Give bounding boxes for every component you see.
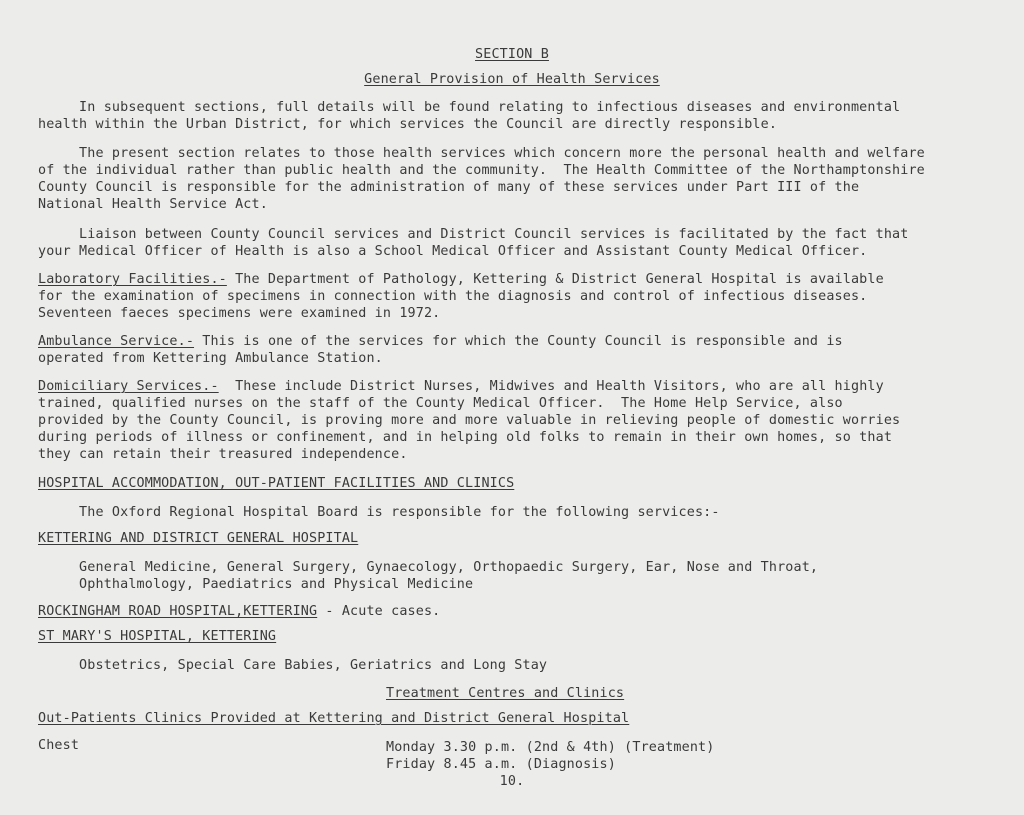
laboratory-title: Laboratory Facilities.- <box>38 272 227 287</box>
chest-label: Chest <box>38 738 80 753</box>
paragraph-line: Obstetrics, Special Care Babies, Geriatrics and Long Stay <box>38 658 548 673</box>
paragraph-line: during periods of illness or confinement, and in helping old folks to remain in their own homes, so that <box>38 430 893 445</box>
domiciliary-title: Domiciliary Services.- <box>38 379 219 394</box>
kettering-hospital-title: KETTERING AND DISTRICT GENERAL HOSPITAL <box>38 531 359 546</box>
rockingham-title: ROCKINGHAM ROAD HOSPITAL,KETTERING <box>38 604 318 619</box>
hospital-heading: HOSPITAL ACCOMMODATION, OUT-PATIENT FACILITIES AND CLINICS <box>38 476 515 491</box>
paragraph-line: operated from Kettering Ambulance Station. <box>38 351 383 366</box>
st-marys-title: ST MARY'S HOSPITAL, KETTERING <box>38 629 277 644</box>
paragraph-line: they can retain their treasured independence. <box>38 447 408 462</box>
paragraph-line: County Council is responsible for the administration of many of these services under Part III of the <box>38 180 860 195</box>
paragraph-line: Liaison between County Council services and District Council services is facilitated by the fact that <box>38 227 909 242</box>
paragraph-line: The present section relates to those health services which concern more the personal health and welfare <box>38 146 925 161</box>
paragraph-line: health within the Urban District, for which services the Council are directly responsible. <box>38 117 778 132</box>
treatment-heading: Treatment Centres and Clinics <box>386 686 625 701</box>
paragraph-line: Ophthalmology, Paediatrics and Physical Medicine <box>38 577 474 592</box>
paragraph-line: General Medicine, General Surgery, Gynaecology, Orthopaedic Surgery, Ear, Nose and Throat, <box>38 560 819 575</box>
outpatients-heading: Out-Patients Clinics Provided at Kettering and District General Hospital <box>38 711 630 726</box>
paragraph-line: National Health Service Act. <box>38 197 268 212</box>
chest-schedule-line: Monday 3.30 p.m. (2nd & 4th) (Treatment) <box>386 740 715 755</box>
chest-schedule-line: Friday 8.45 a.m. (Diagnosis) <box>386 757 616 772</box>
paragraph-line: In subsequent sections, full details will be found relating to infectious diseases and environmental <box>38 100 901 115</box>
rockingham-line: ROCKINGHAM ROAD HOSPITAL,KETTERING - Acute cases. <box>38 604 441 619</box>
section-subheading: General Provision of Health Services <box>364 72 660 87</box>
paragraph-line: provided by the County Council, is proving more and more valuable in relieving people of domestic worries <box>38 413 901 428</box>
hospital-intro: The Oxford Regional Hospital Board is responsible for the following services:- <box>38 505 720 520</box>
ambulance-title: Ambulance Service.- <box>38 334 195 349</box>
laboratory-paragraph: Laboratory Facilities.- The Department of Pathology, Kettering & District General Hospital is available <box>38 272 884 287</box>
paragraph-line: Seventeen faeces specimens were examined in 1972. <box>38 306 441 321</box>
page-number: 10. <box>499 774 525 789</box>
section-heading: SECTION B <box>475 47 549 62</box>
paragraph-line: for the examination of specimens in connection with the diagnosis and control of infectious diseases. <box>38 289 868 304</box>
domiciliary-paragraph: Domiciliary Services.- These include District Nurses, Midwives and Health Visitors, who are all highly <box>38 379 884 394</box>
ambulance-paragraph: Ambulance Service.- This is one of the services for which the County Council is responsible and is <box>38 334 843 349</box>
paragraph-line: your Medical Officer of Health is also a School Medical Officer and Assistant County Medical Officer. <box>38 244 868 259</box>
paragraph-line: of the individual rather than public health and the community. The Health Committee of the Northamptonshire <box>38 163 925 178</box>
paragraph-line: trained, qualified nurses on the staff of the County Medical Officer. The Home Help Service, also <box>38 396 843 411</box>
